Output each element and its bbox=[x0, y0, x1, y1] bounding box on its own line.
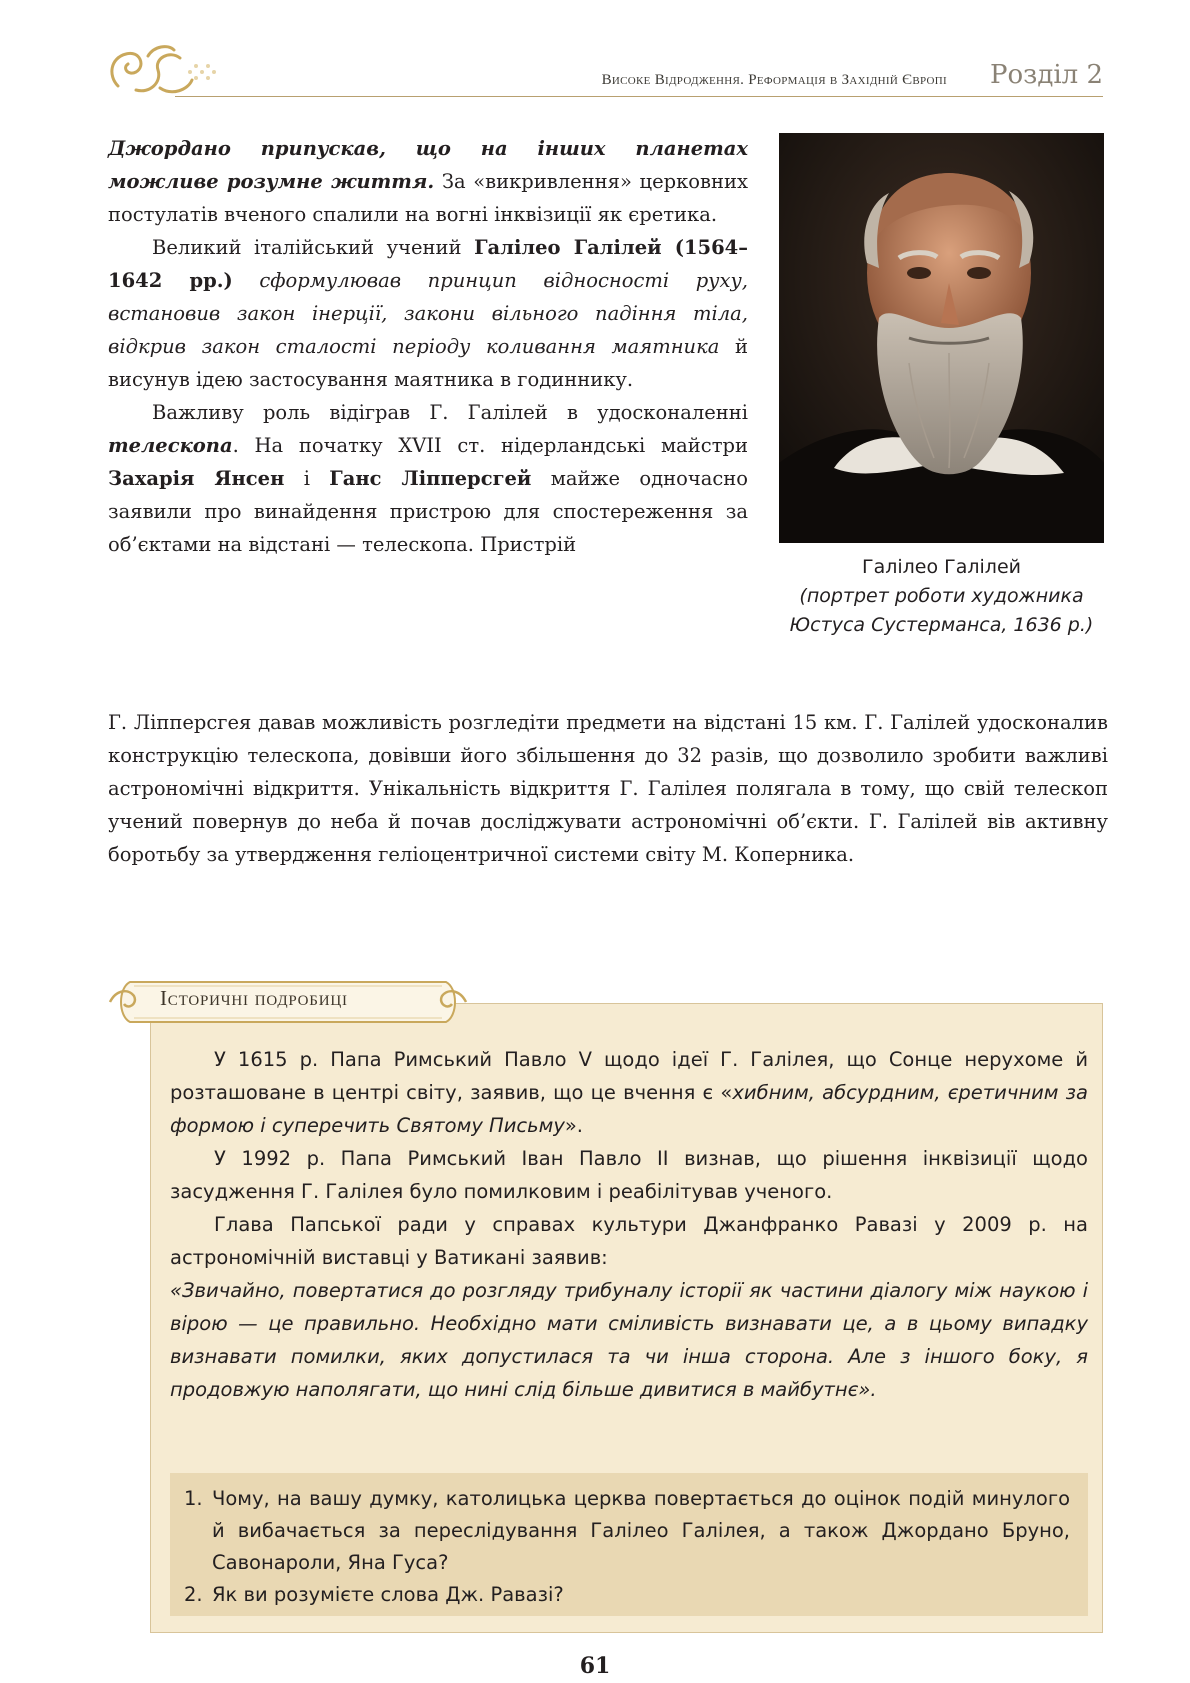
box-paragraph-2009: Глава Папської ради у справах культури Джанфранко Равазі у 2009 р. на астрономічній виставці у Ватикані заявив: bbox=[170, 1213, 1088, 1269]
question-item bbox=[184, 1579, 1070, 1611]
paragraph-telescope: Важливу роль відіграв Г. Галілей в удосконаленні телескопа. На початку XVII ст. нідерландські майстри Захарія Янсен і Ганс Ліпперсгей майже одночасно заявили про винайдення пристрою для спостереження за об’єктами на відстані — телескопа. Пристрій bbox=[108, 401, 748, 556]
box-title: Історичні подробиці bbox=[160, 986, 348, 1010]
running-header bbox=[175, 60, 1103, 97]
caption-detail: (портрет роботи художника Юстуса Сустерманса, 1636 р.) bbox=[789, 585, 1094, 636]
caption-name: Галілео Галілей bbox=[862, 556, 1021, 578]
box-paragraph-1992: У 1992 р. Папа Римський Іван Павло II визнав, що рішення інквізиції щодо засудження Г. Галілея було помилковим і реабілітував ученого. bbox=[170, 1147, 1088, 1203]
page-number: 61 bbox=[579, 1653, 611, 1679]
question-item bbox=[184, 1483, 1070, 1579]
top-text-column bbox=[108, 132, 748, 561]
portrait-caption bbox=[779, 553, 1104, 640]
question-text: Чому, на вашу думку, католицька церква повертається до оцінок подій минулого й вибачається за переслідування Галілео Галілея, а також Джордано Бруно, Савонароли, Яна Гуса? bbox=[212, 1487, 1070, 1574]
galileo-portrait-image bbox=[779, 133, 1104, 543]
box-paragraph-1615: У 1615 р. Папа Римський Павло V щодо ідеї Г. Галілея, що Сонце нерухоме й розташоване в центрі світу, заявив, що це вчення є «хибним, абсурдним, єретичним за формою і суперечить Святому Письму». bbox=[170, 1048, 1088, 1137]
full-width-paragraph: Г. Ліпперсгея давав можливість розгледіти предмети на відстані 15 км. Г. Галілей удосконалив конструкцію телескопа, довівши його збільшення до 32 разів, що дозволило зробити важливі астрономічні відкриття. Унікальність відкриття Г. Галілея полягала в тому, що свій телескоп учений повернув до неба й почав досліджувати астрономічні об’єкти. Г. Галілей вів активну боротьбу за утвердження геліоцентричної системи світу М. Коперника. bbox=[108, 711, 1108, 866]
question-text: Як ви розумієте слова Дж. Равазі? bbox=[212, 1583, 564, 1606]
paragraph-galileo-laws: Великий італійський учений Галілео Галілей (1564–1642 рр.) сформулював принцип відносності руху, встановив закон інерції, закони вільного падіння тіла, відкрив закон сталості періоду коливання маятника й висунув ідею застосування маятника в годиннику. bbox=[108, 236, 748, 391]
question-number: 1. bbox=[184, 1487, 203, 1510]
paragraph-bruno: Джордано припускав, що на інших планетах можливе розумне життя. За «викривлення» церковних постулатів вченого спалили на вогні інквізиції як єретика. bbox=[108, 137, 748, 226]
box-quote: «Звичайно, повертатися до розгляду трибуналу історії як частини діалогу між наукою і вірою — це правильно. Необхідно мати сміливість визнавати це, а в цьому випадку визнавати помилки, яких допустилася та чи інша сторона. Але з іншого боку, я продовжую наполягати, що нині слід більше дивитися в майбутнє». bbox=[170, 1279, 1088, 1401]
question-number: 2. bbox=[184, 1583, 203, 1606]
questions-panel bbox=[170, 1473, 1088, 1616]
box-text bbox=[170, 1043, 1088, 1406]
running-title: Високе Відродження. Реформація в Західній Європі bbox=[601, 72, 947, 88]
chapter-label: Розділ 2 bbox=[990, 60, 1103, 90]
